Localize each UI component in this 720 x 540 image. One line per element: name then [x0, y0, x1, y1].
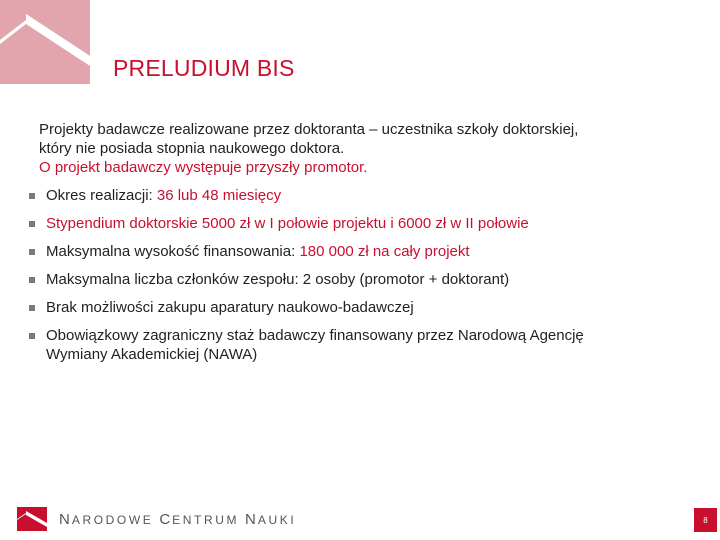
- bullet-item: [28, 186, 688, 205]
- bullet-item: [28, 214, 688, 233]
- slide-title: PRELUDIUM BIS: [113, 55, 295, 81]
- square-bullet-icon: [29, 277, 35, 283]
- square-bullet-icon: [29, 221, 35, 227]
- page-number: 8: [694, 508, 717, 532]
- bullet-item: [28, 242, 688, 261]
- ncn-logo-icon: [0, 0, 90, 84]
- bullet-text-line-1: Obowiązkowy zagraniczny staż badawczy finansowany przez Narodową Agencję: [46, 327, 584, 344]
- square-bullet-icon: [29, 305, 35, 311]
- intro-line-3: O projekt badawczy występuje przyszły promotor.: [39, 159, 368, 176]
- square-bullet-icon: [29, 333, 35, 339]
- bullet-text: Okres realizacji:: [46, 187, 157, 204]
- bullet-text: Brak możliwości zakupu aparatury naukowo-badawczej: [46, 299, 414, 316]
- bullet-text: Stypendium doktorskie 5000 zł w I połowie projektu i 6000 zł w II połowie: [46, 215, 529, 232]
- bullet-highlight: 36 lub 48 miesięcy: [156, 187, 282, 204]
- intro-line-1: Projekty badawcze realizowane przez doktoranta – uczestnika szkoły doktorskiej,: [39, 121, 579, 138]
- intro-line-2: który nie posiada stopnia naukowego doktora.: [39, 140, 345, 157]
- bullet-highlight: 180 000 zł na cały projekt: [299, 243, 470, 260]
- bullet-text-line-2: Wymiany Akademickiej (NAWA): [46, 346, 258, 363]
- bullet-item: [28, 270, 688, 289]
- bullet-item: [28, 298, 688, 317]
- ncn-footer-logo-icon: [17, 507, 47, 531]
- intro-paragraph: [39, 120, 679, 177]
- footer-institution-name: NARODOWE CENTRUM NAUKI: [59, 511, 297, 528]
- square-bullet-icon: [29, 249, 35, 255]
- bullet-text: Maksymalna liczba członków zespołu: 2 osoby (promotor + doktorant): [46, 271, 510, 288]
- bullet-text: Maksymalna wysokość finansowania:: [46, 243, 300, 260]
- square-bullet-icon: [29, 193, 35, 199]
- bullet-item: [28, 326, 688, 364]
